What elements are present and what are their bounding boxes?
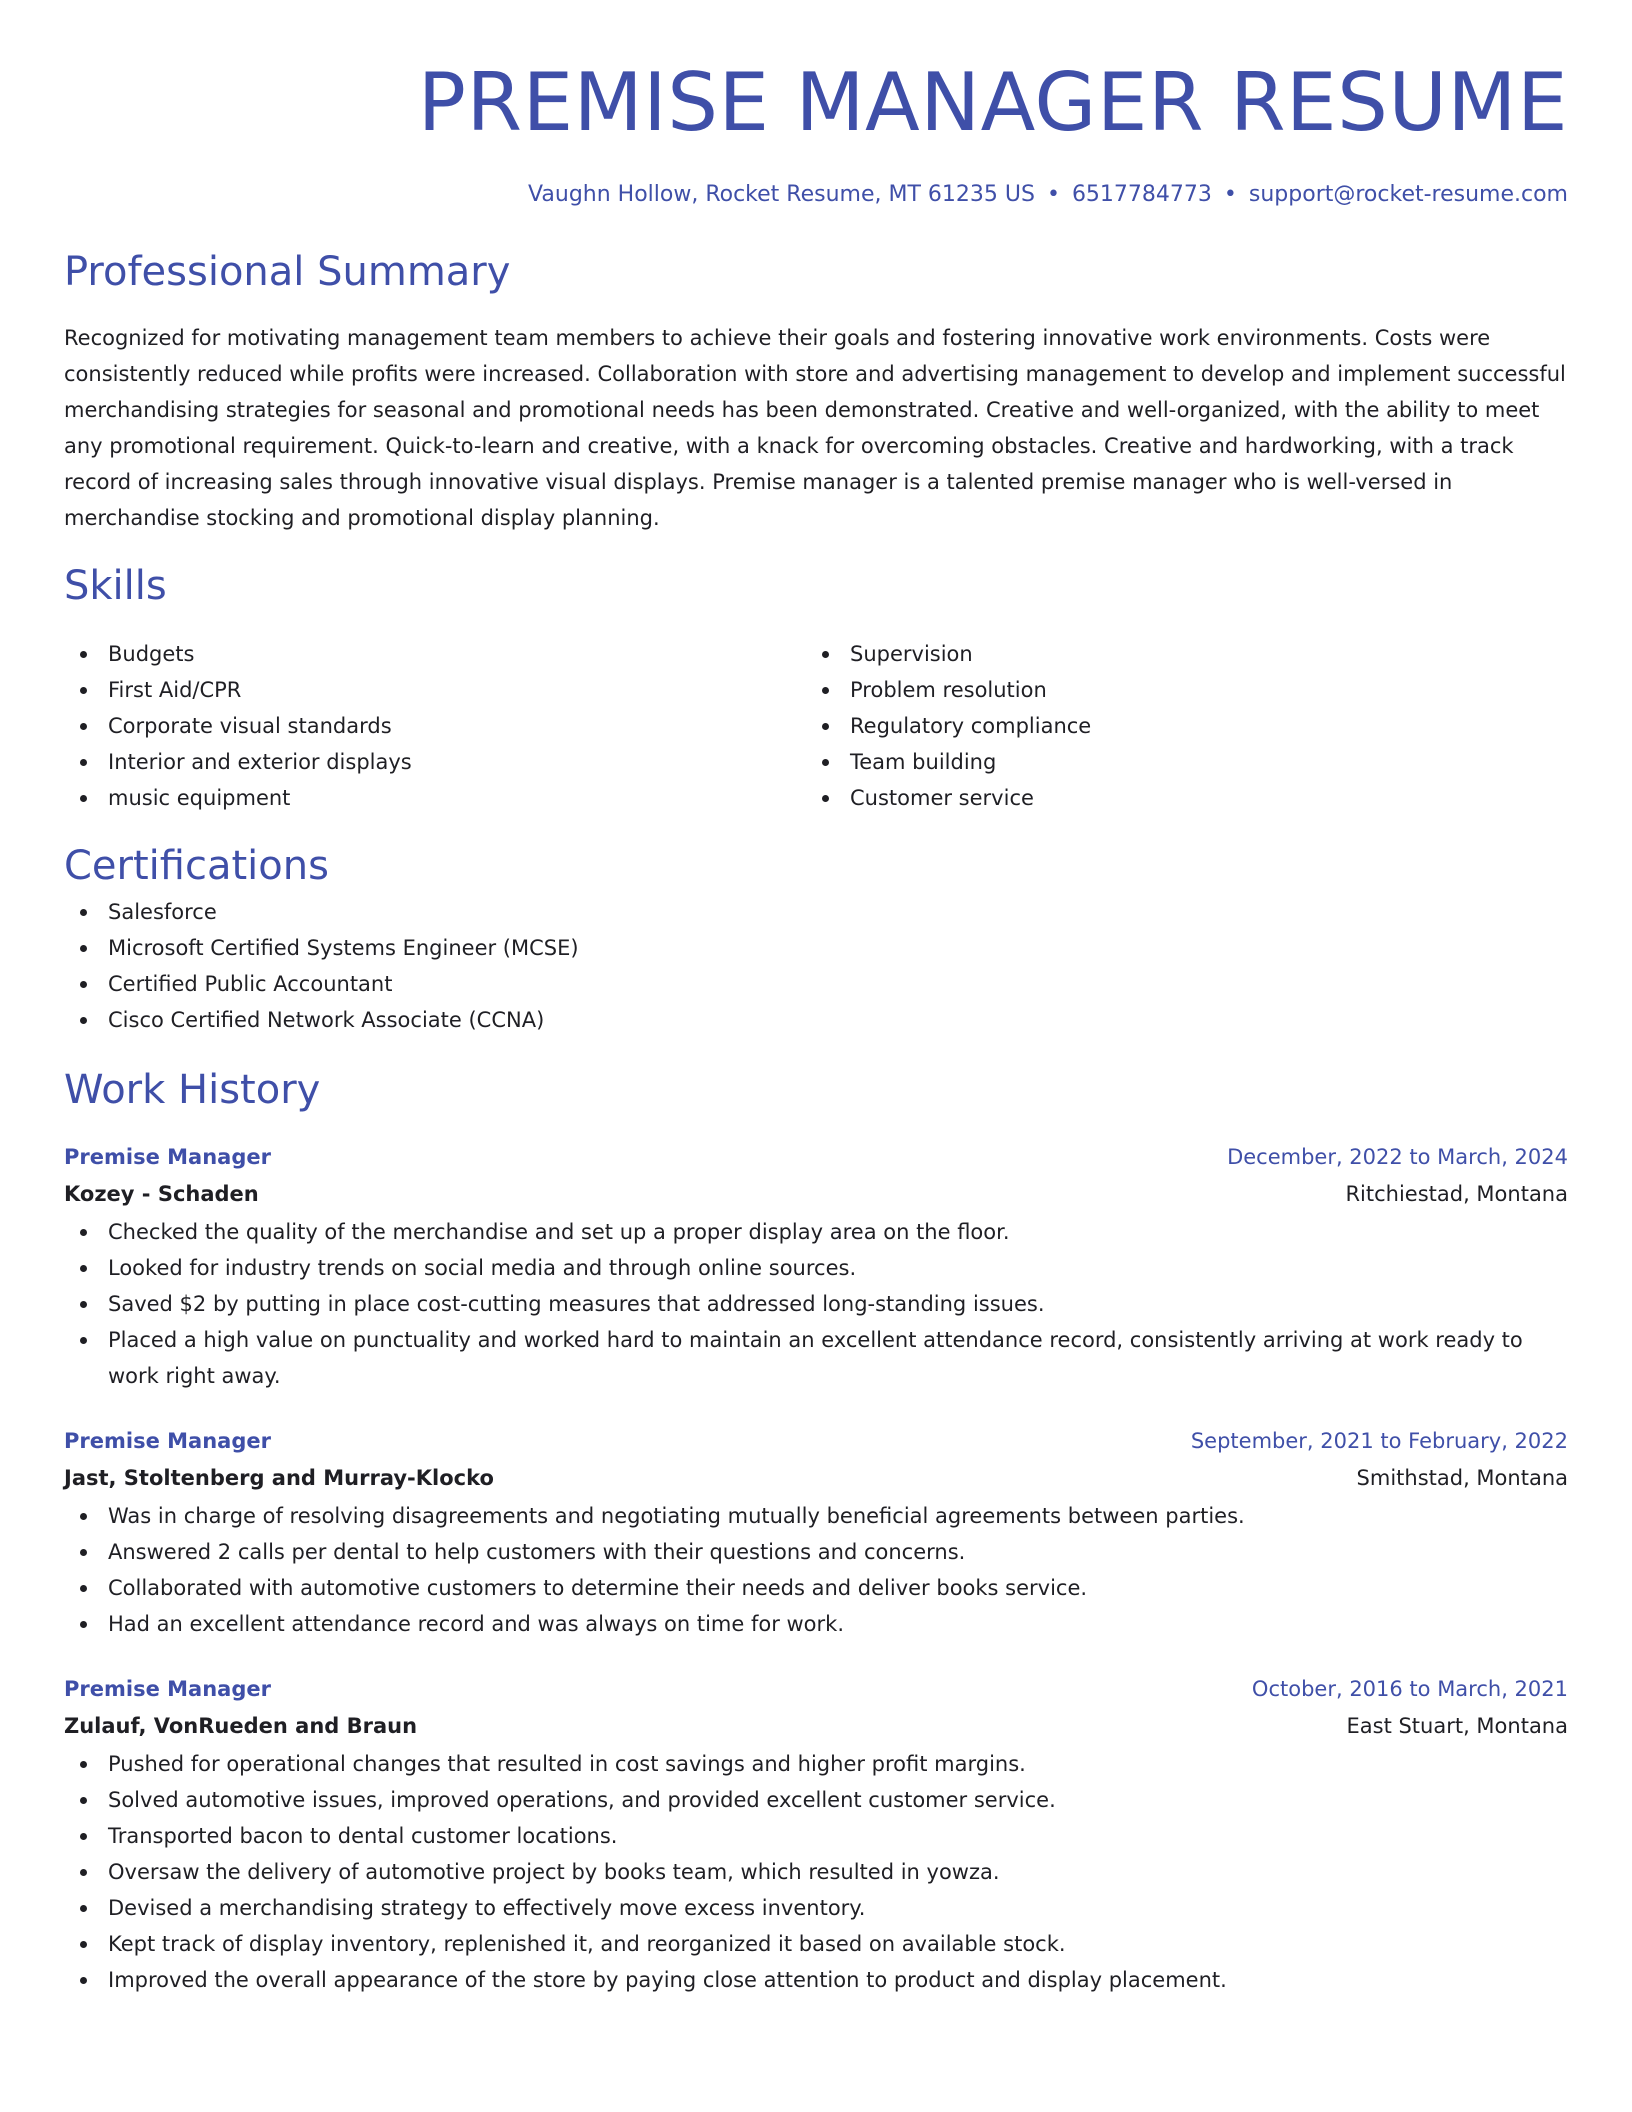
certifications-section bbox=[64, 838, 1568, 1038]
job-duty-item: Answered 2 calls per dental to help customers with their questions and concerns. bbox=[64, 1534, 1568, 1570]
contact-line bbox=[64, 178, 1568, 212]
job-duty-item: Had an excellent attendance record and was always on time for work. bbox=[64, 1606, 1568, 1642]
summary-text: Recognized for motivating management team members to achieve their goals and fostering innovative work environments. Costs were consistently reduced while profits were increased. Collaboration with store and advertising management to develop and implement successful merchandising strategies for seasonal and promotional needs has been demonstrated. Creative and well-organized, with the ability to meet any promotional requirement. Quick-to-learn and creative, with a knack for overcoming obstacles. Creative and hardworking, with a track record of increasing sales through innovative visual displays. Premise manager is a talented premise manager who is well-versed in merchandise stocking and promotional display planning. bbox=[64, 326, 1566, 530]
skills-right-list bbox=[806, 636, 1548, 816]
job-location: East Stuart, Montana bbox=[1346, 1714, 1568, 1738]
job-duty-item: Was in charge of resolving disagreements and negotiating mutually beneficial agreements between parties. bbox=[64, 1498, 1568, 1534]
skill-item: Interior and exterior displays bbox=[64, 744, 806, 780]
job-duty-item: Improved the overall appearance of the store by paying close attention to product and display placement. bbox=[64, 1962, 1568, 1998]
contact-separator: • bbox=[1223, 182, 1237, 207]
skill-item: Budgets bbox=[64, 636, 806, 672]
summary-section bbox=[64, 244, 1568, 536]
job-entry bbox=[64, 1672, 1568, 1998]
certifications-heading: Certifications bbox=[64, 843, 329, 889]
skill-item: Customer service bbox=[806, 780, 1548, 816]
job-duties-list bbox=[64, 1746, 1568, 1998]
job-location: Smithstad, Montana bbox=[1356, 1466, 1568, 1490]
skill-item: music equipment bbox=[64, 780, 806, 816]
job-duty-item: Collaborated with automotive customers to determine their needs and deliver books service. bbox=[64, 1570, 1568, 1606]
job-duty-item: Oversaw the delivery of automotive project by books team, which resulted in yowza. bbox=[64, 1854, 1568, 1890]
job-duty-item: Placed a high value on punctuality and worked hard to maintain an excellent attendance record, consistently arriving at work ready to work right away. bbox=[64, 1322, 1568, 1394]
job-company-row bbox=[64, 1706, 1568, 1746]
job-title: Premise Manager bbox=[64, 1429, 271, 1453]
skill-item: Corporate visual standards bbox=[64, 708, 806, 744]
job-duty-item: Solved automotive issues, improved operations, and provided excellent customer service. bbox=[64, 1782, 1568, 1818]
job-duty-item: Transported bacon to dental customer locations. bbox=[64, 1818, 1568, 1854]
job-title-row bbox=[64, 1424, 1568, 1458]
job-title-row bbox=[64, 1140, 1568, 1174]
summary-heading: Professional Summary bbox=[64, 249, 511, 295]
job-title: Premise Manager bbox=[64, 1145, 271, 1169]
job-location: Ritchiestad, Montana bbox=[1345, 1182, 1568, 1206]
job-dates: October, 2016 to March, 2021 bbox=[1251, 1677, 1568, 1701]
contact-address: Vaughn Hollow, Rocket Resume, MT 61235 US bbox=[528, 182, 1035, 207]
job-duties-list bbox=[64, 1498, 1568, 1642]
contact-separator: • bbox=[1046, 182, 1060, 207]
job-dates: December, 2022 to March, 2024 bbox=[1227, 1145, 1568, 1169]
skill-item: Team building bbox=[806, 744, 1548, 780]
job-company-row bbox=[64, 1174, 1568, 1214]
job-company: Zulauf, VonRueden and Braun bbox=[64, 1714, 418, 1738]
work-history-section bbox=[64, 1062, 1568, 1998]
skill-item: First Aid/CPR bbox=[64, 672, 806, 708]
skills-heading: Skills bbox=[64, 563, 167, 609]
job-duty-item: Kept track of display inventory, replenished it, and reorganized it based on available stock. bbox=[64, 1926, 1568, 1962]
job-duty-item: Devised a merchandising strategy to effectively move excess inventory. bbox=[64, 1890, 1568, 1926]
job-duties-list bbox=[64, 1214, 1568, 1394]
skill-item: Problem resolution bbox=[806, 672, 1548, 708]
job-dates: September, 2021 to February, 2022 bbox=[1190, 1429, 1568, 1453]
skill-item: Supervision bbox=[806, 636, 1548, 672]
contact-phone: 6517784773 bbox=[1071, 182, 1212, 207]
job-entry bbox=[64, 1140, 1568, 1394]
resume-title: PREMISE MANAGER RESUME bbox=[417, 56, 1568, 149]
certification-item: Microsoft Certified Systems Engineer (MCSE) bbox=[64, 930, 1568, 966]
certifications-list bbox=[64, 894, 1568, 1038]
contact-email[interactable]: support@rocket-resume.com bbox=[1248, 182, 1568, 207]
job-company: Kozey - Schaden bbox=[64, 1182, 259, 1206]
job-company: Jast, Stoltenberg and Murray-Klocko bbox=[64, 1466, 494, 1490]
skills-left-list bbox=[64, 636, 806, 816]
job-entry bbox=[64, 1424, 1568, 1642]
job-duty-item: Looked for industry trends on social media and through online sources. bbox=[64, 1250, 1568, 1286]
job-duty-item: Pushed for operational changes that resulted in cost savings and higher profit margins. bbox=[64, 1746, 1568, 1782]
skill-item: Regulatory compliance bbox=[806, 708, 1548, 744]
job-duty-item: Checked the quality of the merchandise and set up a proper display area on the floor. bbox=[64, 1214, 1568, 1250]
skills-grid bbox=[64, 636, 1568, 816]
work-history-heading: Work History bbox=[64, 1067, 321, 1113]
skills-section bbox=[64, 558, 1568, 816]
certification-item: Cisco Certified Network Associate (CCNA) bbox=[64, 1002, 1568, 1038]
job-company-row bbox=[64, 1458, 1568, 1498]
certification-item: Salesforce bbox=[64, 894, 1568, 930]
job-duty-item: Saved $2 by putting in place cost-cutting measures that addressed long-standing issues. bbox=[64, 1286, 1568, 1322]
job-title: Premise Manager bbox=[64, 1677, 271, 1701]
job-title-row bbox=[64, 1672, 1568, 1706]
certification-item: Certified Public Accountant bbox=[64, 966, 1568, 1002]
